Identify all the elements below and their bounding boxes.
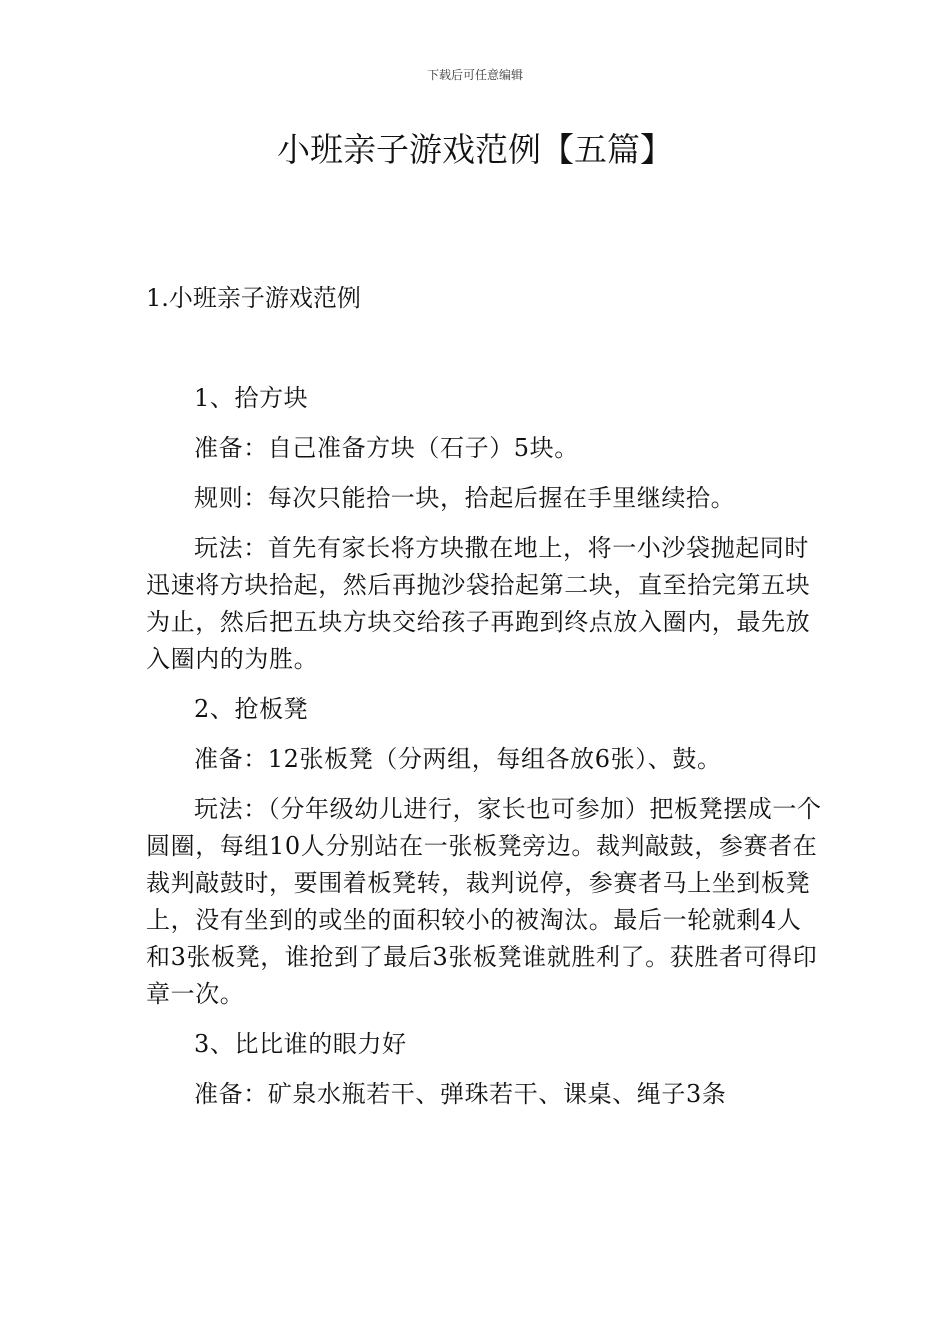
body-text <box>146 380 826 1126</box>
paragraph: 准备：12张板凳（分两组，每组各放6张）、鼓。 <box>194 745 722 773</box>
paragraph: 玩法：（分年级幼儿进行，家长也可参加）把板凳摆成一个圆圈，每组10人分别站在一张板凳旁边。裁判敲鼓，参赛者在裁判敲鼓时，要围着板凳转，裁判说停，参赛者马上坐到板凳上，没有坐到的或坐的面积较小的被淘汰。最后一轮就剩4人和3张板凳，谁抢到了最后3张板凳谁就胜利了。获胜者可得印章一次。 <box>146 795 822 1008</box>
paragraph: 1、拾方块 <box>194 384 309 412</box>
paragraph: 规则：每次只能拾一块，拾起后握在手里继续拾。 <box>194 484 736 512</box>
paragraph: 准备：矿泉水瓶若干、弹珠若干、课桌、绳子3条 <box>194 1080 727 1108</box>
paragraph: 准备：自己准备方块（石子）5块。 <box>194 434 579 462</box>
document-title: 小班亲子游戏范例【五篇】 <box>277 130 673 169</box>
paragraph: 玩法：首先有家长将方块撒在地上，将一小沙袋抛起同时迅速将方块拾起，然后再抛沙袋拾起第二块，直至拾完第五块为止，然后把五块方块交给孩子再跑到终点放入圈内，最先放入圈内的为胜。 <box>146 534 811 673</box>
section-title: 1.小班亲子游戏范例 <box>146 284 361 312</box>
paragraph: 2、抢板凳 <box>194 695 309 723</box>
header-note: 下载后可任意编辑 <box>426 68 523 82</box>
paragraph: 3、比比谁的眼力好 <box>194 1030 407 1058</box>
